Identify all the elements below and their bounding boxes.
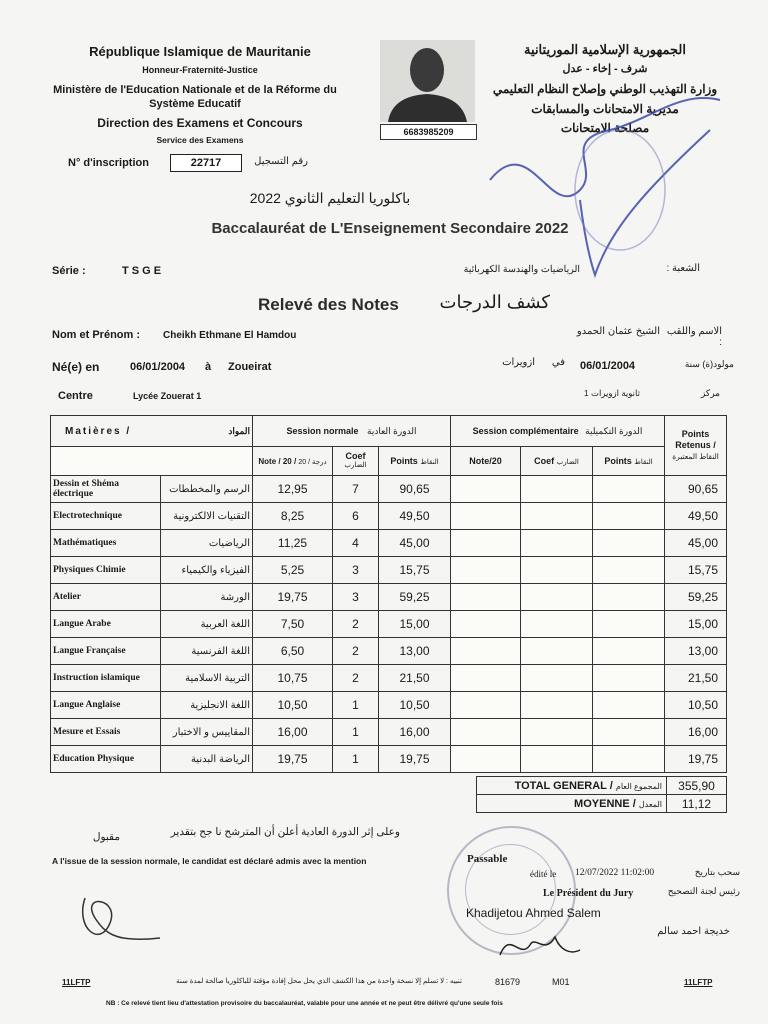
comp-note-cell — [451, 557, 521, 584]
grade-row — [51, 503, 727, 530]
subject-name-ar: المقاييس و الاختبار — [161, 719, 253, 746]
comp-coef-cell — [521, 557, 593, 584]
retenus-cell: 90,65 — [665, 476, 727, 503]
coef-cell: 3 — [333, 584, 379, 611]
grade-row — [51, 476, 727, 503]
comp-points-cell — [593, 503, 665, 530]
releve-title-fr: Relevé des Notes — [258, 295, 399, 314]
retenus-cell: 21,50 — [665, 665, 727, 692]
subject-name-fr: Mathématiques — [51, 530, 161, 557]
birth-date: 06/01/2004 — [130, 361, 186, 373]
subject-name-fr: Mesure et Essais — [51, 719, 161, 746]
total-value: 355,90 — [667, 777, 727, 795]
header-note20-ar: درجة / 20 — [298, 458, 327, 466]
coef-cell: 2 — [333, 638, 379, 665]
comp-points-cell — [593, 665, 665, 692]
decision-mention-ar: مقبول — [92, 831, 120, 843]
centre-value: Lycée Zouerat 1 — [133, 391, 202, 401]
note-cell: 8,25 — [253, 503, 333, 530]
total-label-ar: المجموع العام — [615, 781, 662, 791]
comp-points-cell — [593, 692, 665, 719]
decision-fr: A l'issue de la session normale, le candidat est déclaré admis avec la mention — [52, 856, 367, 866]
direction-fr: Direction des Examens et Concours — [97, 116, 303, 130]
retenus-cell: 45,00 — [665, 530, 727, 557]
header-coef: Coef — [345, 451, 366, 461]
motto-fr: Honneur-Fraternité-Justice — [142, 65, 258, 75]
note-cell: 12,95 — [253, 476, 333, 503]
footer-nb: NB : Ce relevé tient lieu d'attestation provisoire du baccalauréat, valable pour une année et ne peut être délivré qu'une seule fois — [106, 1000, 503, 1007]
note-cell: 19,75 — [253, 584, 333, 611]
subject-name-ar: اللغة الانجليزية — [161, 692, 253, 719]
header-session-comp-ar: الدورة التكميلية — [585, 425, 643, 436]
republic-ar: الجمهورية الإسلامية الموريتانية — [524, 42, 686, 57]
header-points-comp-ar: النقاط — [634, 459, 653, 466]
retenus-cell: 49,50 — [665, 503, 727, 530]
points-cell: 21,50 — [379, 665, 451, 692]
grade-row — [51, 692, 727, 719]
total-label: TOTAL GENERAL / — [514, 779, 613, 792]
note-cell: 7,50 — [253, 611, 333, 638]
decision-ar: وعلى إثر الدورة العادية أعلن أن المترشح نا جح بتقدير — [170, 826, 400, 838]
grade-row — [51, 530, 727, 557]
subject-name-ar: اللغة الفرنسية — [161, 638, 253, 665]
subject-name-ar: التربية الاسلامية — [161, 665, 253, 692]
header-note20: Note / 20 / — [258, 456, 297, 466]
points-cell: 15,00 — [379, 611, 451, 638]
candidate-name-fr: Cheikh Ethmane El Hamdou — [163, 330, 297, 341]
header-session-normale-ar: الدورة العادية — [367, 425, 417, 436]
note-cell: 5,25 — [253, 557, 333, 584]
note-cell: 10,75 — [253, 665, 333, 692]
comp-note-cell — [451, 476, 521, 503]
header-points-retenus: Points Retenus / — [675, 429, 716, 450]
comp-coef-cell — [521, 476, 593, 503]
serie-label-ar: الشعبة : — [666, 263, 700, 274]
comp-points-cell — [593, 746, 665, 773]
serie-label: Série : — [52, 265, 86, 277]
edited-date: 12/07/2022 11:02:00 — [575, 868, 655, 878]
name-label: Nom et Prénom : — [52, 329, 141, 341]
birth-place-ar: ازويرات — [502, 357, 535, 368]
handwritten-signature-president — [495, 925, 585, 965]
subject-name-ar: اللغة العربية — [161, 611, 253, 638]
grade-row — [51, 584, 727, 611]
comp-coef-cell — [521, 503, 593, 530]
note-cell: 16,00 — [253, 719, 333, 746]
subject-name-fr: Electrotechnique — [51, 503, 161, 530]
retenus-cell: 13,00 — [665, 638, 727, 665]
centre-value-ar: ثانوية ازويرات 1 — [583, 388, 640, 398]
exam-title-ar: باكلوريا التعليم الثانوي 2022 — [249, 190, 411, 206]
retenus-cell: 15,00 — [665, 611, 727, 638]
header-points: Points — [390, 456, 418, 466]
comp-coef-cell — [521, 719, 593, 746]
centre-label-ar: مركز — [700, 388, 720, 398]
moyenne-value: 11,12 — [667, 795, 727, 813]
totals-table — [476, 776, 727, 813]
points-cell: 13,00 — [379, 638, 451, 665]
comp-note-cell — [451, 692, 521, 719]
header-note20-comp: Note/20 — [451, 447, 521, 476]
birth-date-ar: 06/01/2004 — [580, 360, 636, 372]
handwritten-signature-top — [470, 70, 730, 280]
header-coef-comp-ar: الضارب — [556, 459, 579, 466]
president-name-fr: Khadijetou Ahmed Salem — [466, 906, 601, 920]
comp-note-cell — [451, 584, 521, 611]
points-cell: 59,25 — [379, 584, 451, 611]
points-cell: 49,50 — [379, 503, 451, 530]
subject-name-ar: التقنيات الالكترونية — [161, 503, 253, 530]
photo-id-number: 6683985209 — [380, 124, 477, 140]
service-fr: Service des Examens — [156, 135, 244, 145]
motto-ar: شرف - إخاء - عدل — [562, 63, 648, 75]
subject-name-fr: Atelier — [51, 584, 161, 611]
subject-name-fr: Langue Anglaise — [51, 692, 161, 719]
header-matieres-ar: المواد — [228, 425, 250, 436]
points-cell: 90,65 — [379, 476, 451, 503]
president-ar: رئيس لجنة التصحيح — [667, 886, 740, 896]
republic-fr: République Islamique de Mauritanie — [89, 44, 311, 59]
retenus-cell: 15,75 — [665, 557, 727, 584]
grade-rows — [51, 476, 727, 773]
comp-points-cell — [593, 611, 665, 638]
retenus-cell: 10,50 — [665, 692, 727, 719]
birth-place: Zoueirat — [228, 361, 272, 373]
grade-row — [51, 719, 727, 746]
coef-cell: 2 — [333, 665, 379, 692]
moyenne-label: MOYENNE / — [574, 797, 636, 810]
footer-code-left: 11LFTP — [62, 978, 91, 987]
header-session-normale: Session normale — [286, 425, 359, 436]
comp-coef-cell — [521, 530, 593, 557]
retenus-cell: 19,75 — [665, 746, 727, 773]
footer-notice-ar: تنبيه : لا تسلم إلا نسخة واحدة من هذا الكشف الذي يحل محل إفادة مؤقتة للباكلوريا صالحة لمدة سنة — [176, 978, 462, 985]
subject-name-ar: الرياضة البدنية — [161, 746, 253, 773]
comp-note-cell — [451, 665, 521, 692]
subject-name-fr: Instruction islamique — [51, 665, 161, 692]
coef-cell: 1 — [333, 719, 379, 746]
header-coef-ar: الضارب — [344, 462, 367, 469]
comp-coef-cell — [521, 692, 593, 719]
subject-name-ar: الفيزياء والكيمياء — [161, 557, 253, 584]
coef-cell: 4 — [333, 530, 379, 557]
subject-name-ar: الرياضيات — [161, 530, 253, 557]
comp-note-cell — [451, 746, 521, 773]
moyenne-label-ar: المعدل — [638, 799, 662, 809]
subject-name-ar: الورشة — [161, 584, 253, 611]
edited-label: édité le — [530, 869, 557, 879]
subject-name-fr: Langue Française — [51, 638, 161, 665]
coef-cell: 7 — [333, 476, 379, 503]
header-matieres: Matières / — [65, 425, 132, 437]
footer-ref1: 81679 — [495, 977, 521, 987]
comp-points-cell — [593, 638, 665, 665]
header-session-comp: Session complémentaire — [472, 425, 579, 436]
born-at: à — [205, 361, 212, 373]
subject-name-fr: Physiques Chimie — [51, 557, 161, 584]
releve-title-ar: كشف الدرجات — [439, 292, 550, 312]
points-cell: 19,75 — [379, 746, 451, 773]
candidate-photo — [380, 40, 475, 122]
subject-name-ar: الرسم والمخططات — [161, 476, 253, 503]
comp-coef-cell — [521, 638, 593, 665]
retenus-cell: 16,00 — [665, 719, 727, 746]
serie-value: T S G E — [122, 265, 162, 277]
comp-coef-cell — [521, 746, 593, 773]
president-fr: Le Président du Jury — [543, 888, 634, 899]
born-label: Né(e) en — [52, 360, 100, 374]
ministry-ar: وزارة التهذيب الوطني وإصلاح النظام التعليمي — [492, 82, 718, 96]
inscription-label: N° d'inscription — [68, 157, 149, 169]
subject-name-fr: Langue Arabe — [51, 611, 161, 638]
grade-row — [51, 638, 727, 665]
mention-passable: Passable — [467, 853, 508, 865]
subject-name-fr: Education Physique — [51, 746, 161, 773]
coef-cell: 1 — [333, 692, 379, 719]
coef-cell: 3 — [333, 557, 379, 584]
direction-ar: مديرية الامتحانات والمسابقات — [531, 102, 679, 116]
exam-title-fr: Baccalauréat de L'Enseignement Secondaire 2022 — [211, 220, 569, 237]
note-cell: 11,25 — [253, 530, 333, 557]
points-cell: 45,00 — [379, 530, 451, 557]
centre-label: Centre — [58, 390, 93, 402]
subject-name-fr: Dessin et Shéma électrique — [51, 476, 161, 503]
comp-coef-cell — [521, 584, 593, 611]
footer-ref2: M01 — [552, 977, 570, 987]
retenus-cell: 59,25 — [665, 584, 727, 611]
edited-label-ar: سحب بتاريخ — [694, 867, 740, 877]
president-name-ar: خديجة احمد سالم — [657, 926, 730, 937]
header-points-ar: النقاط — [420, 459, 439, 466]
comp-points-cell — [593, 530, 665, 557]
service-ar: مصلحة الامتحانات — [560, 121, 650, 135]
comp-coef-cell — [521, 665, 593, 692]
points-cell: 16,00 — [379, 719, 451, 746]
coef-cell: 2 — [333, 611, 379, 638]
comp-points-cell — [593, 719, 665, 746]
comp-points-cell — [593, 584, 665, 611]
note-cell: 10,50 — [253, 692, 333, 719]
points-cell: 15,75 — [379, 557, 451, 584]
header-points-retenus-ar: النقاط المعتبرة — [672, 452, 719, 461]
header-points-comp: Points — [604, 456, 632, 466]
coef-cell: 6 — [333, 503, 379, 530]
comp-coef-cell — [521, 611, 593, 638]
grades-table — [50, 415, 727, 773]
comp-note-cell — [451, 638, 521, 665]
inscription-number: 22717 — [170, 154, 242, 172]
points-cell: 10,50 — [379, 692, 451, 719]
comp-note-cell — [451, 719, 521, 746]
header-coef-comp: Coef — [534, 456, 555, 466]
note-cell: 19,75 — [253, 746, 333, 773]
name-label-ar: الاسم واللقب : — [666, 326, 722, 348]
serie-value-ar: الرياضيات والهندسة الكهربائية — [463, 264, 580, 275]
ministry-fr: Ministère de l'Education Nationale et de la Réforme du Système Educatif — [53, 84, 337, 110]
handwritten-signature-left — [70, 878, 170, 958]
comp-points-cell — [593, 557, 665, 584]
candidate-name-ar: الشيخ عثمان الحمدو — [576, 326, 660, 337]
grade-row — [51, 746, 727, 773]
born-at-ar: في — [551, 357, 565, 368]
comp-note-cell — [451, 611, 521, 638]
born-label-ar: مولود(ة) سنة — [684, 359, 734, 369]
note-cell: 6,50 — [253, 638, 333, 665]
comp-note-cell — [451, 503, 521, 530]
grade-row — [51, 665, 727, 692]
inscription-label-ar: رقم التسجيل — [254, 156, 308, 167]
footer-code-right: 11LFTP — [684, 978, 713, 987]
comp-note-cell — [451, 530, 521, 557]
grade-row — [51, 611, 727, 638]
grade-row — [51, 557, 727, 584]
coef-cell: 1 — [333, 746, 379, 773]
comp-points-cell — [593, 476, 665, 503]
